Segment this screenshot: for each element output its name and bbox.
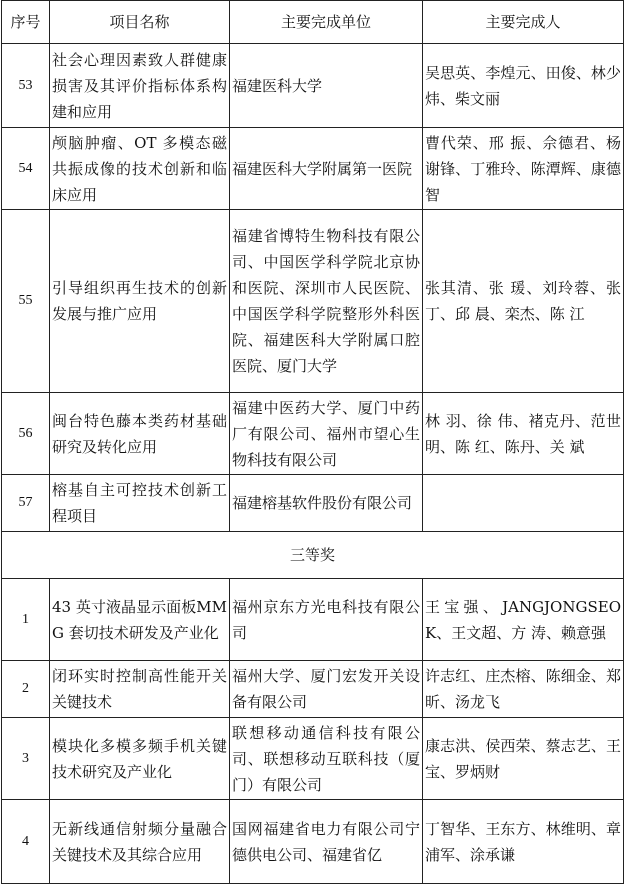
row-no: 54 bbox=[2, 128, 50, 210]
row-unit: 福建医科大学附属第一医院 bbox=[230, 128, 423, 210]
row-unit: 联想移动通信科技有限公司、联想移动互联科技（厦门）有限公司 bbox=[230, 718, 423, 800]
row-people: 曹代荣、邢 振、佘德君、杨谢锋、丁雅玲、陈潭辉、康德智 bbox=[423, 128, 624, 210]
row-no: 53 bbox=[2, 44, 50, 128]
row-unit: 福州大学、厦门宏发开关设备有限公司 bbox=[230, 661, 423, 718]
row-people: 吴思英、李煌元、田俊、林少炜、柴文丽 bbox=[423, 44, 624, 128]
table-row bbox=[2, 579, 624, 661]
row-people bbox=[423, 475, 624, 532]
row-no: 3 bbox=[2, 718, 50, 800]
row-no: 4 bbox=[2, 800, 50, 884]
header-project: 项目名称 bbox=[50, 1, 230, 44]
row-unit: 福建中医药大学、厦门中药厂有限公司、福州市望心生物科技有限公司 bbox=[230, 393, 423, 475]
row-no: 2 bbox=[2, 661, 50, 718]
table-row bbox=[2, 44, 624, 128]
row-no: 1 bbox=[2, 579, 50, 661]
section-row bbox=[2, 532, 624, 579]
row-unit: 福建医科大学 bbox=[230, 44, 423, 128]
table-row bbox=[2, 128, 624, 210]
row-project: 榕基自主可控技术创新工程项目 bbox=[50, 475, 230, 532]
row-project: 引导组织再生技术的创新发展与推广应用 bbox=[50, 210, 230, 393]
row-people: 林 羽、徐 伟、褚克丹、范世明、陈 红、陈丹、关 斌 bbox=[423, 393, 624, 475]
row-project: 闽台特色藤本类药材基础研究及转化应用 bbox=[50, 393, 230, 475]
table-row bbox=[2, 718, 624, 800]
row-unit: 福建省博特生物科技有限公司、中国医学科学院北京协和医院、深圳市人民医院、中国医学科学院整形外科医院、福建医科大学附属口腔医院、厦门大学 bbox=[230, 210, 423, 393]
row-project: 43 英寸液晶显示面板MMG 套切技术研发及产业化 bbox=[50, 579, 230, 661]
table-row bbox=[2, 475, 624, 532]
row-no: 56 bbox=[2, 393, 50, 475]
header-unit: 主要完成单位 bbox=[230, 1, 423, 44]
row-project: 社会心理因素致人群健康损害及其评价指标体系构建和应用 bbox=[50, 44, 230, 128]
row-unit: 国网福建省电力有限公司宁德供电公司、福建省亿 bbox=[230, 800, 423, 884]
header-people: 主要完成人 bbox=[423, 1, 624, 44]
table-row bbox=[2, 661, 624, 718]
row-people: 王宝强、JANGJONGSEOK、王文超、方 涛、赖意强 bbox=[423, 579, 624, 661]
row-no: 55 bbox=[2, 210, 50, 393]
row-project: 闭环实时控制高性能开关关键技术 bbox=[50, 661, 230, 718]
row-unit: 福州京东方光电科技有限公司 bbox=[230, 579, 423, 661]
awards-table bbox=[1, 0, 624, 884]
row-project: 颅脑肿瘤、OT 多模态磁共振成像的技术创新和临床应用 bbox=[50, 128, 230, 210]
row-no: 57 bbox=[2, 475, 50, 532]
row-people: 许志红、庄杰榕、陈细金、郑 昕、汤龙飞 bbox=[423, 661, 624, 718]
row-people: 丁智华、王东方、林维明、章浦军、涂承谦 bbox=[423, 800, 624, 884]
row-unit: 福建榕基软件股份有限公司 bbox=[230, 475, 423, 532]
row-people: 张其清、张 瑗、刘玲蓉、张 丁、邱 晨、栾杰、陈 江 bbox=[423, 210, 624, 393]
row-people: 康志洪、侯西荣、蔡志艺、王 宝、罗炳财 bbox=[423, 718, 624, 800]
table-header-row bbox=[2, 1, 624, 44]
section-title-third-prize: 三等奖 bbox=[2, 532, 624, 579]
row-project: 模块化多模多频手机关键技术研究及产业化 bbox=[50, 718, 230, 800]
header-no: 序号 bbox=[2, 1, 50, 44]
row-project: 无新线通信射频分量融合关键技术及其综合应用 bbox=[50, 800, 230, 884]
table-row bbox=[2, 210, 624, 393]
table-row bbox=[2, 393, 624, 475]
table-row bbox=[2, 800, 624, 884]
